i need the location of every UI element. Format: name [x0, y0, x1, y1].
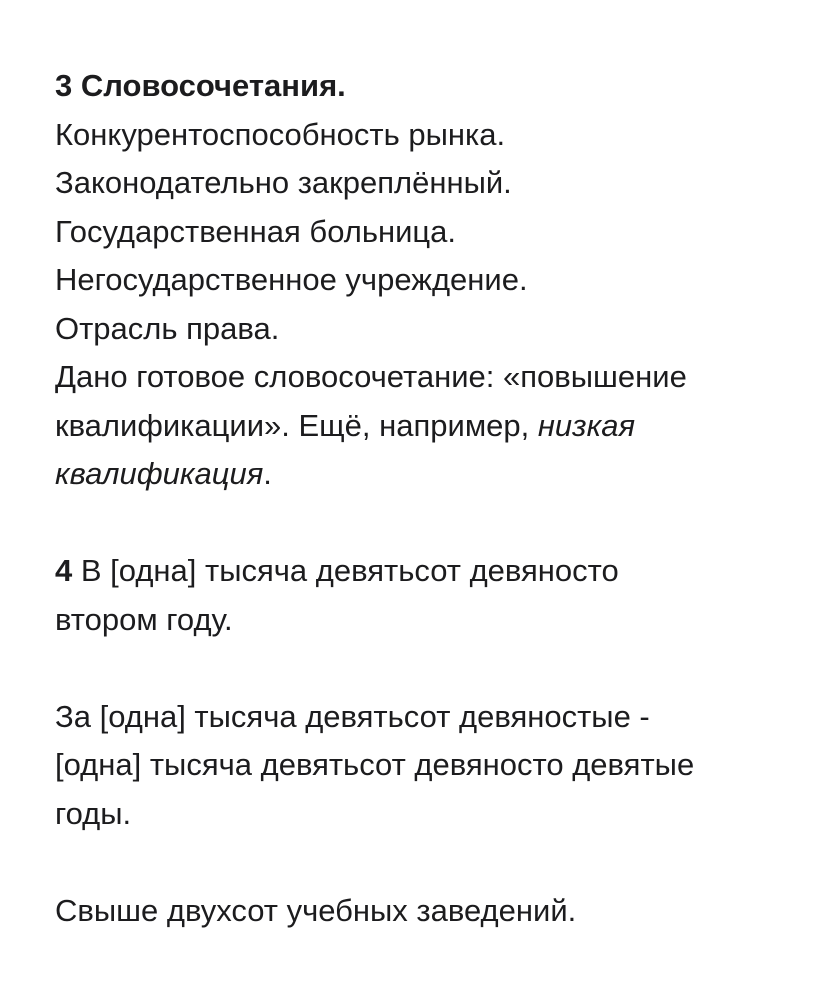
given-phrase-line-3 [55, 450, 795, 499]
blank-line [55, 644, 795, 693]
phrase-item: Негосударственное учреждение. [55, 262, 528, 297]
given-phrase-line-2 [55, 402, 795, 451]
given-phrase-line-1: Дано готовое словосочетание: «повышение [55, 359, 687, 394]
phrase-item: Государственная больница. [55, 213, 457, 249]
blank-line [55, 838, 795, 887]
document-page [55, 62, 795, 935]
phrase-item: Отрасль права. [55, 310, 280, 346]
example-italic: низкая [537, 407, 636, 443]
period: . [263, 456, 272, 491]
section-4-line-1 [55, 547, 795, 596]
blank-line [55, 499, 795, 548]
section-4-line-2: втором году. [55, 601, 233, 637]
paragraph-2-line-2: [одна] тысяча девятьсот девяносто девятые [55, 747, 695, 782]
given-phrase-plain: квалификации». Ещё, например, [55, 407, 538, 443]
section-4-text: В [одна] тысяча девятьсот девяносто [72, 553, 619, 588]
paragraph-2-line-1: За [одна] тысяча девятьсот девяностые - [55, 698, 650, 734]
section-3-heading: 3 Словосочетания. [55, 68, 346, 103]
phrase-item: Конкурентоспособность рынка. [55, 116, 506, 152]
paragraph-3-line-1: Свыше двухсот учебных заведений. [55, 892, 577, 928]
phrase-item: Законодательно закреплённый. [55, 165, 512, 200]
paragraph-2-line-3: годы. [55, 795, 132, 831]
example-italic: квалификация [55, 456, 264, 491]
section-4-number: 4 [55, 553, 73, 588]
